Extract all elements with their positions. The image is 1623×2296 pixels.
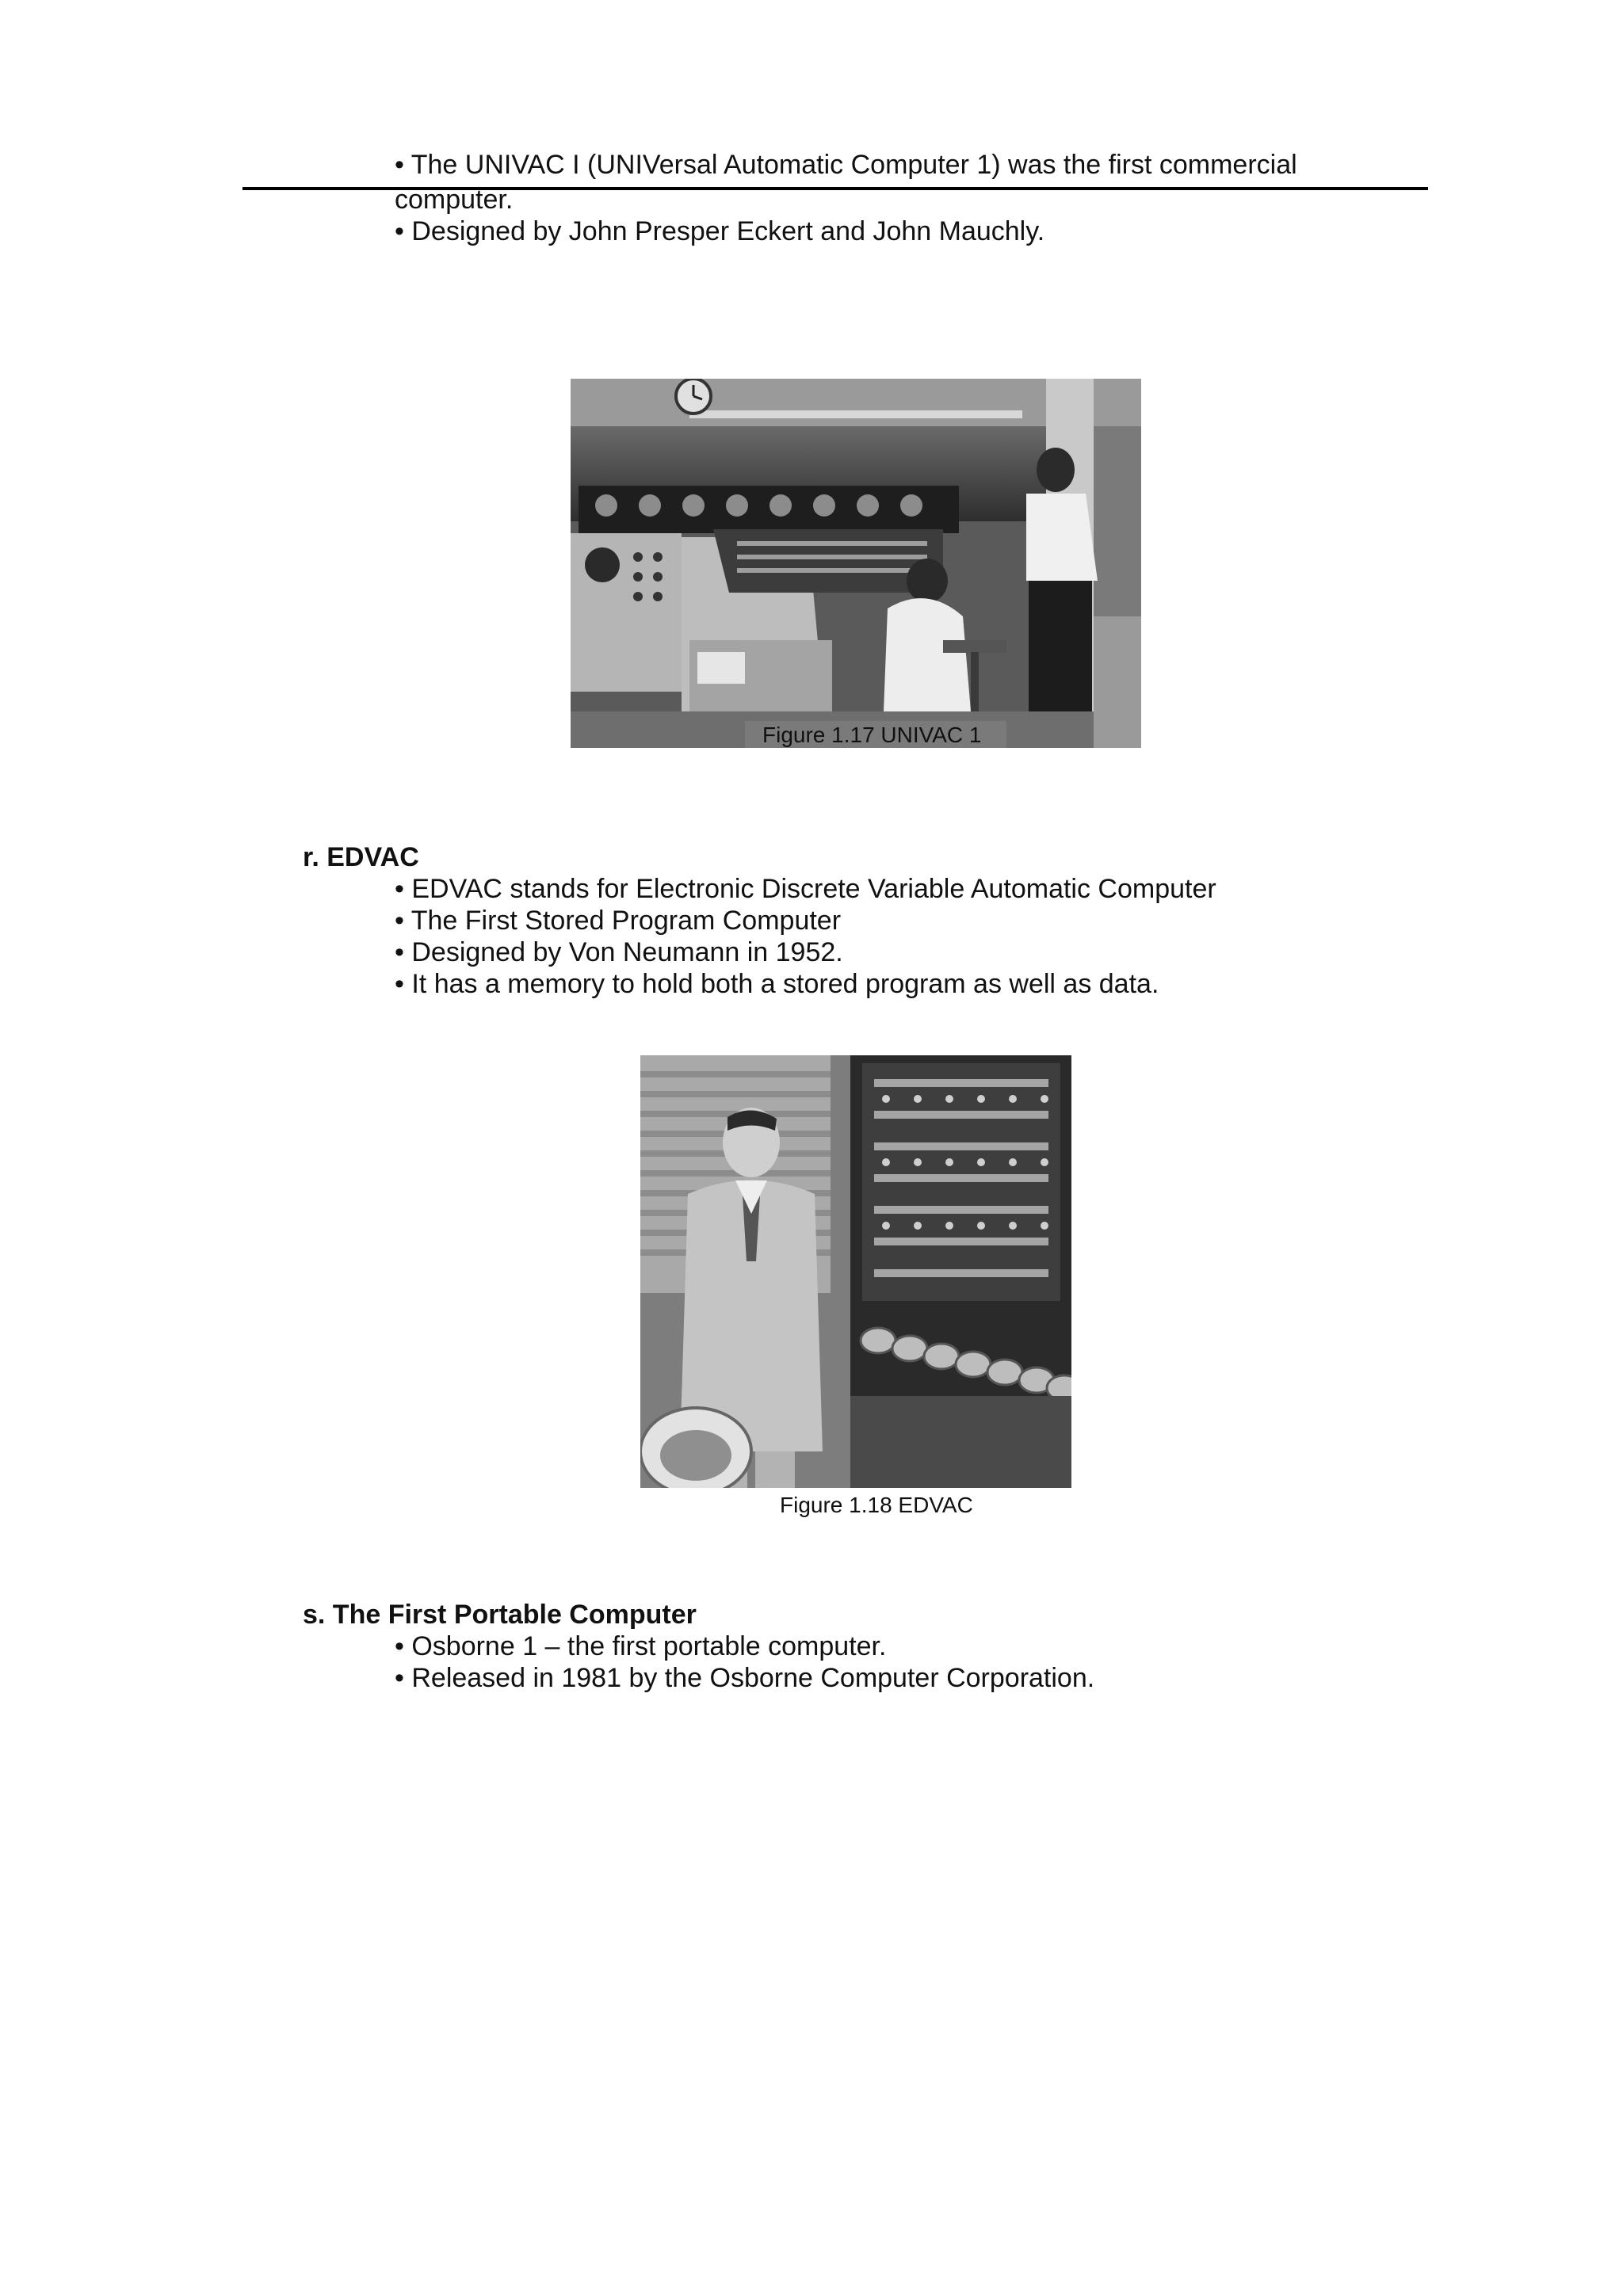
edvac-bullet-first-stored-program: • The First Stored Program Computer bbox=[395, 906, 842, 936]
edvac-photo-illustration bbox=[640, 1055, 1071, 1488]
edvac-figure-caption: Figure 1.18 EDVAC bbox=[780, 1493, 973, 1517]
univac-photo-illustration bbox=[571, 379, 1141, 748]
univac-photo bbox=[571, 379, 1141, 748]
univac-bullet-commercial: • The UNIVAC I (UNIVersal Automatic Computer 1) was the first commercial bbox=[395, 150, 1297, 180]
edvac-photo bbox=[640, 1055, 1071, 1488]
portable-heading: s. The First Portable Computer bbox=[303, 1600, 697, 1630]
portable-bullet-released: • Released in 1981 by the Osborne Computer Corporation. bbox=[395, 1663, 1095, 1693]
edvac-bullet-designer: • Designed by Von Neumann in 1952. bbox=[395, 937, 843, 967]
univac-bullet-commercial-continued: computer. bbox=[395, 185, 514, 215]
edvac-bullet-stands-for: • EDVAC stands for Electronic Discrete Variable Automatic Computer bbox=[395, 874, 1216, 904]
univac-figure-caption: Figure 1.17 UNIVAC 1 bbox=[762, 723, 982, 747]
univac-bullet-designers: • Designed by John Presper Eckert and John Mauchly. bbox=[395, 216, 1045, 246]
edvac-heading: r. EDVAC bbox=[303, 842, 419, 872]
portable-bullet-osborne: • Osborne 1 – the first portable computer. bbox=[395, 1631, 887, 1661]
edvac-bullet-memory: • It has a memory to hold both a stored program as well as data. bbox=[395, 969, 1159, 999]
